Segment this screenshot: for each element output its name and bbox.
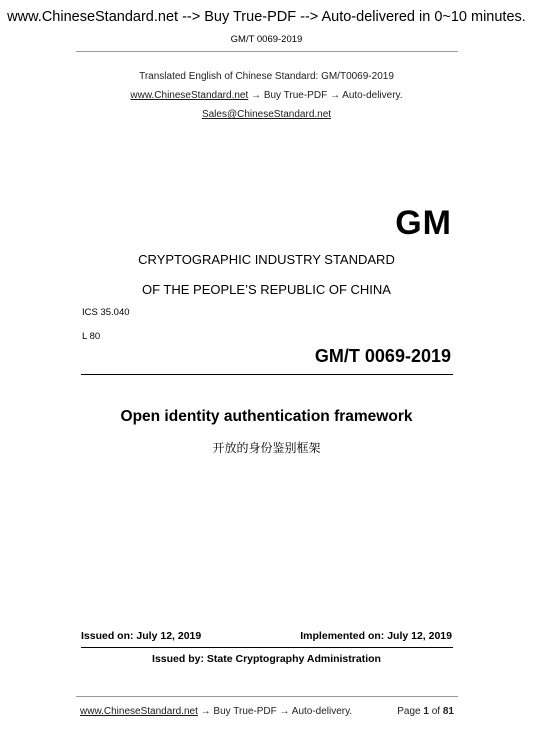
- page-current: 1: [423, 706, 429, 717]
- issued-on: Issued on: July 12, 2019: [81, 630, 202, 642]
- translation-note: Translated English of Chinese Standard: GM/T0069-2019: [139, 71, 394, 82]
- site-link[interactable]: www.ChineseStandard.net: [130, 90, 249, 101]
- industry-line-2: OF THE PEOPLE’S REPUBLIC OF CHINA: [142, 282, 391, 297]
- email-link[interactable]: Sales@ChineseStandard.net: [201, 109, 332, 120]
- page-indicator: [397, 706, 454, 717]
- industry-line-1: CRYPTOGRAPHIC INDUSTRY STANDARD: [138, 252, 395, 267]
- page-label: Page: [397, 706, 421, 717]
- email-line: [0, 109, 533, 120]
- footer-site-line: [80, 706, 352, 717]
- header-divider: [76, 51, 458, 52]
- header-standard-code: GM/T 0069-2019: [230, 34, 303, 45]
- page-of: of: [431, 706, 441, 717]
- footer-divider: [76, 696, 458, 697]
- standard-number-rule: [81, 374, 453, 375]
- issued-by: Issued by: State Cryptography Administration: [152, 653, 381, 665]
- implemented-on: Implemented on: July 12, 2019: [300, 630, 452, 642]
- ics-code: ICS 35.040: [82, 307, 130, 318]
- standard-number: GM/T 0069-2019: [314, 346, 451, 366]
- site-line-tail: → Buy True-PDF → Auto-delivery.: [248, 90, 403, 101]
- header-banner: www.ChineseStandard.net --> Buy True-PDF --> Auto-delivered in 0~10 minutes.: [7, 9, 526, 25]
- footer-site-tail: → Buy True-PDF → Auto-delivery.: [197, 706, 353, 717]
- title-english: Open identity authentication framework: [120, 408, 413, 425]
- translation-site-line: [0, 90, 533, 101]
- page-total: 81: [442, 706, 454, 717]
- gm-logo: GM: [395, 204, 452, 242]
- footer-site-link[interactable]: www.ChineseStandard.net: [80, 706, 198, 717]
- ccs-code: L 80: [82, 331, 101, 342]
- dates-rule: [81, 647, 453, 648]
- title-chinese: 开放的身份鉴别框架: [212, 441, 321, 455]
